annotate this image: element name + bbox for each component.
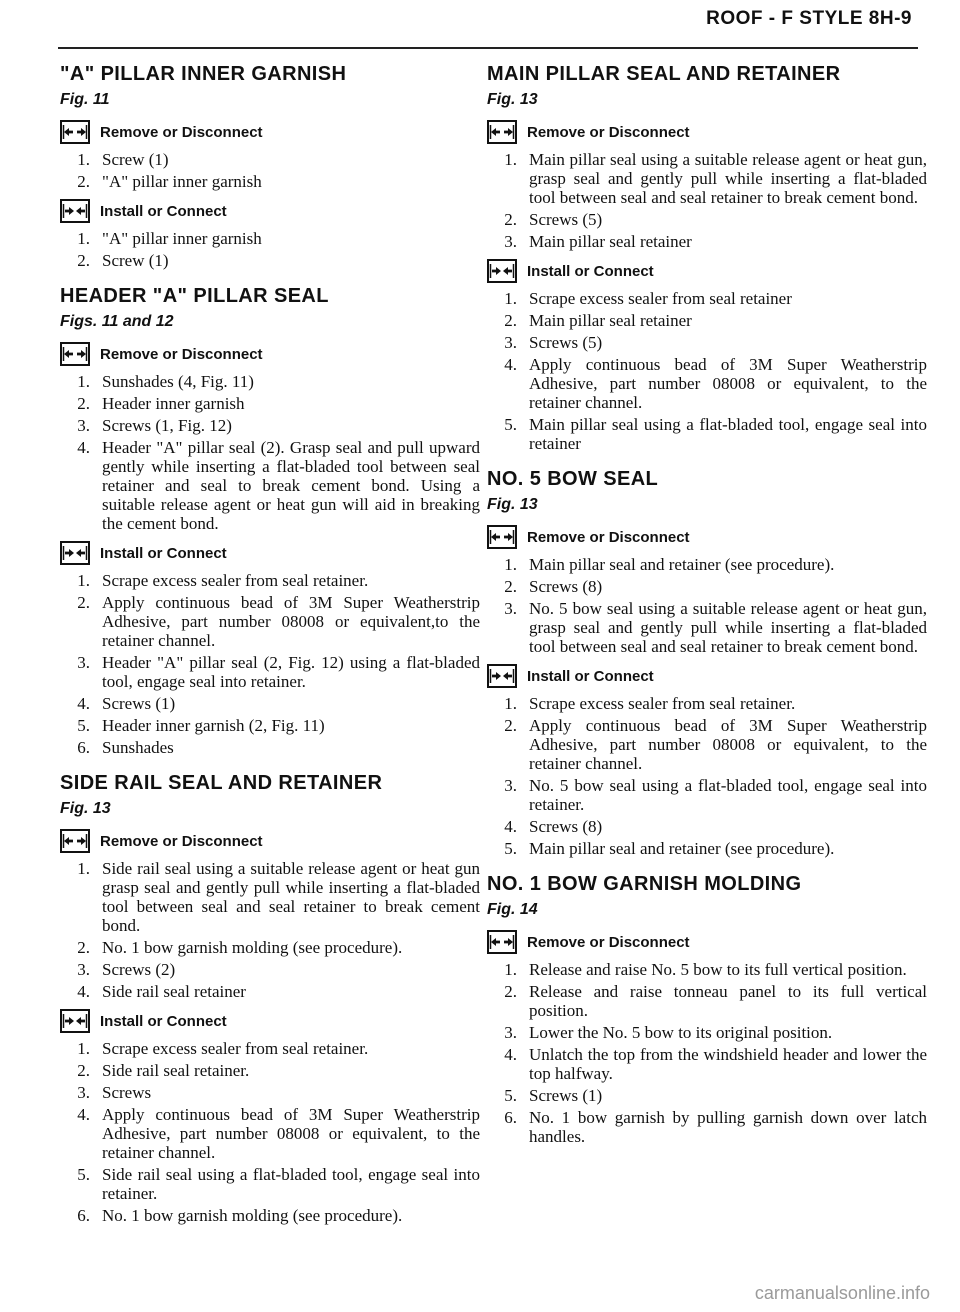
step-number: 2. xyxy=(77,251,90,270)
step-item xyxy=(487,210,927,229)
step-text: Screws (5) xyxy=(529,210,603,229)
step-item xyxy=(487,716,927,773)
step-number: 1. xyxy=(504,694,517,713)
step-number: 1. xyxy=(504,555,517,574)
step-item xyxy=(487,960,927,979)
step-number: 4. xyxy=(504,355,517,374)
step-item xyxy=(487,776,927,814)
remove-disconnect-icon xyxy=(487,525,517,549)
step-label: Remove or Disconnect xyxy=(527,528,690,546)
step-item xyxy=(487,555,927,574)
step-label: Remove or Disconnect xyxy=(100,832,263,850)
step-item xyxy=(60,1039,480,1058)
procedure-section xyxy=(60,62,480,270)
step-text: Screws (1, Fig. 12) xyxy=(102,416,232,435)
step-text: No. 5 bow seal using a flat-bladed tool, engage seal into retainer. xyxy=(529,776,927,814)
step-text: Screws (8) xyxy=(529,577,603,596)
step-text: Screw (1) xyxy=(102,150,169,169)
right-column xyxy=(487,62,927,1160)
step-text: Lower the No. 5 bow to its original position. xyxy=(529,1023,833,1042)
step-number: 2. xyxy=(77,172,90,191)
step-number: 6. xyxy=(77,738,90,757)
step-number: 3. xyxy=(504,333,517,352)
step-label: Install or Connect xyxy=(100,202,227,220)
step-list xyxy=(60,1039,480,1225)
install-connect-heading xyxy=(487,664,927,688)
install-connect-heading xyxy=(60,199,480,223)
step-item xyxy=(487,289,927,308)
remove-disconnect-icon xyxy=(60,342,90,366)
step-text: Apply continuous bead of 3M Super Weatherstrip Adhesive, part number 08008 or equivalent, to the retainer channel. xyxy=(529,355,927,412)
step-item xyxy=(60,982,480,1001)
section-title: NO. 1 BOW GARNISH MOLDING xyxy=(487,873,802,895)
step-text: Unlatch the top from the windshield header and lower the top halfway. xyxy=(529,1045,927,1083)
step-item xyxy=(60,372,480,391)
step-number: 2. xyxy=(504,210,517,229)
figure-reference: Fig. 13 xyxy=(487,91,538,108)
step-item xyxy=(60,1061,480,1080)
step-label: Install or Connect xyxy=(100,1012,227,1030)
step-item xyxy=(487,694,927,713)
step-number: 3. xyxy=(504,1023,517,1042)
step-item xyxy=(487,232,927,251)
install-connect-icon xyxy=(60,1009,90,1033)
step-number: 3. xyxy=(504,232,517,251)
procedure-section xyxy=(60,284,480,757)
step-item xyxy=(487,839,927,858)
step-text: Main pillar seal retainer xyxy=(529,232,692,251)
step-list xyxy=(487,694,927,858)
procedure-section xyxy=(487,467,927,858)
step-text: Apply continuous bead of 3M Super Weatherstrip Adhesive, part number 08008 or equivalent,to the retainer channel. xyxy=(102,593,480,650)
step-item xyxy=(487,355,927,412)
procedure-section xyxy=(487,62,927,453)
step-number: 5. xyxy=(504,839,517,858)
figure-reference: Fig. 13 xyxy=(487,496,538,513)
step-text: Main pillar seal and retainer (see procedure). xyxy=(529,555,835,574)
step-text: Header inner garnish xyxy=(102,394,245,413)
step-text: Header "A" pillar seal (2). Grasp seal and pull upward gently while inserting a flat-bladed tool between seal retainer and seal to break cement bond. Using a suitable release agent or heat gun will aid in breaking the cement bond. xyxy=(102,438,480,533)
step-list xyxy=(487,555,927,656)
step-number: 5. xyxy=(77,716,90,735)
step-item xyxy=(60,694,480,713)
step-number: 2. xyxy=(77,1061,90,1080)
step-list xyxy=(60,859,480,1001)
step-text: Scrape excess sealer from seal retainer xyxy=(529,289,792,308)
step-text: Apply continuous bead of 3M Super Weatherstrip Adhesive, part number 08008 or equivalent, to the retainer channel. xyxy=(529,716,927,773)
step-number: 2. xyxy=(504,982,517,1001)
step-item xyxy=(60,150,480,169)
step-item xyxy=(60,593,480,650)
figure-reference: Fig. 13 xyxy=(60,800,111,817)
procedure-section xyxy=(487,872,927,1146)
step-number: 4. xyxy=(504,1045,517,1064)
step-number: 5. xyxy=(504,415,517,434)
step-list xyxy=(487,150,927,251)
step-item xyxy=(60,938,480,957)
figure-reference: Fig. 11 xyxy=(60,91,110,108)
step-text: Apply continuous bead of 3M Super Weatherstrip Adhesive, part number 08008 or equivalent, to the retainer channel. xyxy=(102,1105,480,1162)
remove-disconnect-icon xyxy=(60,120,90,144)
step-list xyxy=(487,960,927,1146)
section-title: HEADER "A" PILLAR SEAL xyxy=(60,285,329,307)
install-connect-heading xyxy=(487,259,927,283)
step-text: No. 5 bow seal using a suitable release agent or heat gun, grasp seal and gently pull while inserting a flat-bladed tool between seal and seal retainer to break cement bond. xyxy=(529,599,927,656)
step-item xyxy=(60,653,480,691)
section-title: MAIN PILLAR SEAL AND RETAINER xyxy=(487,63,841,85)
step-item xyxy=(60,394,480,413)
install-connect-icon xyxy=(60,199,90,223)
step-item xyxy=(487,577,927,596)
watermark: carmanualsonline.info xyxy=(754,1283,930,1303)
step-label: Remove or Disconnect xyxy=(100,123,263,141)
step-list xyxy=(60,229,480,270)
step-text: Screws (8) xyxy=(529,817,603,836)
step-item xyxy=(60,1083,480,1102)
remove-disconnect-heading xyxy=(60,342,480,366)
procedure-section xyxy=(60,771,480,1225)
step-number: 1. xyxy=(504,150,517,169)
step-label: Install or Connect xyxy=(527,667,654,685)
remove-disconnect-heading xyxy=(60,829,480,853)
step-number: 4. xyxy=(77,694,90,713)
step-item xyxy=(487,817,927,836)
step-text: Screws (5) xyxy=(529,333,603,352)
step-item xyxy=(60,1165,480,1203)
step-number: 3. xyxy=(77,960,90,979)
step-text: Main pillar seal using a suitable release agent or heat gun, grasp seal and gently pull while inserting a flat-bladed tool between seal and seal retainer to break cement bond. xyxy=(529,150,927,207)
step-text: Screws (1) xyxy=(529,1086,603,1105)
step-number: 2. xyxy=(77,938,90,957)
step-item xyxy=(60,738,480,757)
step-number: 1. xyxy=(504,960,517,979)
step-item xyxy=(60,859,480,935)
step-text: Release and raise tonneau panel to its full vertical position. xyxy=(529,982,927,1020)
remove-disconnect-heading xyxy=(487,930,927,954)
section-title: NO. 5 BOW SEAL xyxy=(487,468,659,490)
step-text: No. 1 bow garnish molding (see procedure). xyxy=(102,1206,403,1225)
step-number: 1. xyxy=(77,1039,90,1058)
step-item xyxy=(60,960,480,979)
remove-disconnect-heading xyxy=(60,120,480,144)
step-text: Main pillar seal retainer xyxy=(529,311,692,330)
step-number: 3. xyxy=(504,599,517,618)
step-text: Header "A" pillar seal (2, Fig. 12) using a flat-bladed tool, engage seal into retainer. xyxy=(102,653,480,691)
step-list xyxy=(60,150,480,191)
step-text: Scrape excess sealer from seal retainer. xyxy=(529,694,796,713)
step-number: 3. xyxy=(504,776,517,795)
figure-reference: Fig. 14 xyxy=(487,901,538,918)
step-list xyxy=(60,372,480,533)
step-text: Main pillar seal and retainer (see procedure). xyxy=(529,839,835,858)
step-item xyxy=(487,599,927,656)
step-number: 6. xyxy=(77,1206,90,1225)
step-text: Side rail seal using a suitable release agent or heat gun grasp seal and gently pull while inserting a flat-bladed tool between seal and seal retainer to break cement bond. xyxy=(102,859,480,935)
step-label: Remove or Disconnect xyxy=(100,345,263,363)
step-text: "A" pillar inner garnish xyxy=(102,172,262,191)
step-text: "A" pillar inner garnish xyxy=(102,229,262,248)
section-title: "A" PILLAR INNER GARNISH xyxy=(60,63,347,85)
step-text: Release and raise No. 5 bow to its full vertical position. xyxy=(529,960,907,979)
step-label: Install or Connect xyxy=(527,262,654,280)
step-item xyxy=(487,311,927,330)
remove-disconnect-heading xyxy=(487,120,927,144)
step-label: Remove or Disconnect xyxy=(527,123,690,141)
header-rule xyxy=(58,47,918,49)
step-number: 1. xyxy=(77,372,90,391)
step-number: 2. xyxy=(504,577,517,596)
install-connect-heading xyxy=(60,1009,480,1033)
step-text: Side rail seal using a flat-bladed tool, engage seal into retainer. xyxy=(102,1165,480,1203)
step-item xyxy=(487,982,927,1020)
step-number: 3. xyxy=(77,416,90,435)
step-text: Screws xyxy=(102,1083,152,1102)
step-number: 1. xyxy=(504,289,517,308)
install-connect-icon xyxy=(487,664,517,688)
step-number: 1. xyxy=(77,150,90,169)
step-text: Side rail seal retainer. xyxy=(102,1061,250,1080)
step-text: Screw (1) xyxy=(102,251,169,270)
remove-disconnect-icon xyxy=(60,829,90,853)
step-item xyxy=(60,251,480,270)
step-text: No. 1 bow garnish molding (see procedure). xyxy=(102,938,403,957)
step-item xyxy=(487,333,927,352)
step-item xyxy=(60,1105,480,1162)
step-item xyxy=(60,571,480,590)
step-text: Scrape excess sealer from seal retainer. xyxy=(102,1039,369,1058)
step-item xyxy=(60,1206,480,1225)
step-number: 4. xyxy=(77,1105,90,1124)
step-number: 4. xyxy=(77,438,90,457)
step-item xyxy=(60,172,480,191)
step-item xyxy=(60,416,480,435)
step-text: Screws (2) xyxy=(102,960,176,979)
remove-disconnect-heading xyxy=(487,525,927,549)
figure-reference: Figs. 11 and 12 xyxy=(60,313,174,330)
left-column xyxy=(60,62,480,1239)
step-item xyxy=(60,716,480,735)
step-item xyxy=(60,229,480,248)
step-list xyxy=(487,289,927,453)
step-label: Remove or Disconnect xyxy=(527,933,690,951)
step-item xyxy=(487,1045,927,1083)
step-text: Header inner garnish (2, Fig. 11) xyxy=(102,716,325,735)
step-number: 2. xyxy=(77,394,90,413)
page-header: ROOF - F STYLE 8H-9 xyxy=(706,8,912,29)
step-number: 2. xyxy=(77,593,90,612)
install-connect-icon xyxy=(487,259,517,283)
step-list xyxy=(60,571,480,757)
step-item xyxy=(60,438,480,533)
install-connect-icon xyxy=(60,541,90,565)
remove-disconnect-icon xyxy=(487,120,517,144)
step-text: Main pillar seal using a flat-bladed tool, engage seal into retainer xyxy=(529,415,927,453)
step-number: 3. xyxy=(77,653,90,672)
step-number: 1. xyxy=(77,859,90,878)
step-item xyxy=(487,1108,927,1146)
step-text: Screws (1) xyxy=(102,694,176,713)
step-number: 4. xyxy=(504,817,517,836)
step-item xyxy=(487,150,927,207)
step-text: Side rail seal retainer xyxy=(102,982,246,1001)
step-text: Scrape excess sealer from seal retainer. xyxy=(102,571,369,590)
step-number: 1. xyxy=(77,229,90,248)
step-number: 5. xyxy=(504,1086,517,1105)
step-text: Sunshades xyxy=(102,738,174,757)
step-number: 2. xyxy=(504,311,517,330)
section-title: SIDE RAIL SEAL AND RETAINER xyxy=(60,772,383,794)
step-label: Install or Connect xyxy=(100,544,227,562)
step-number: 2. xyxy=(504,716,517,735)
step-number: 1. xyxy=(77,571,90,590)
step-item xyxy=(487,415,927,453)
step-number: 6. xyxy=(504,1108,517,1127)
step-number: 4. xyxy=(77,982,90,1001)
remove-disconnect-icon xyxy=(487,930,517,954)
step-number: 3. xyxy=(77,1083,90,1102)
install-connect-heading xyxy=(60,541,480,565)
step-text: Sunshades (4, Fig. 11) xyxy=(102,372,254,391)
step-item xyxy=(487,1086,927,1105)
step-item xyxy=(487,1023,927,1042)
step-text: No. 1 bow garnish by pulling garnish down over latch handles. xyxy=(529,1108,927,1146)
step-number: 5. xyxy=(77,1165,90,1184)
